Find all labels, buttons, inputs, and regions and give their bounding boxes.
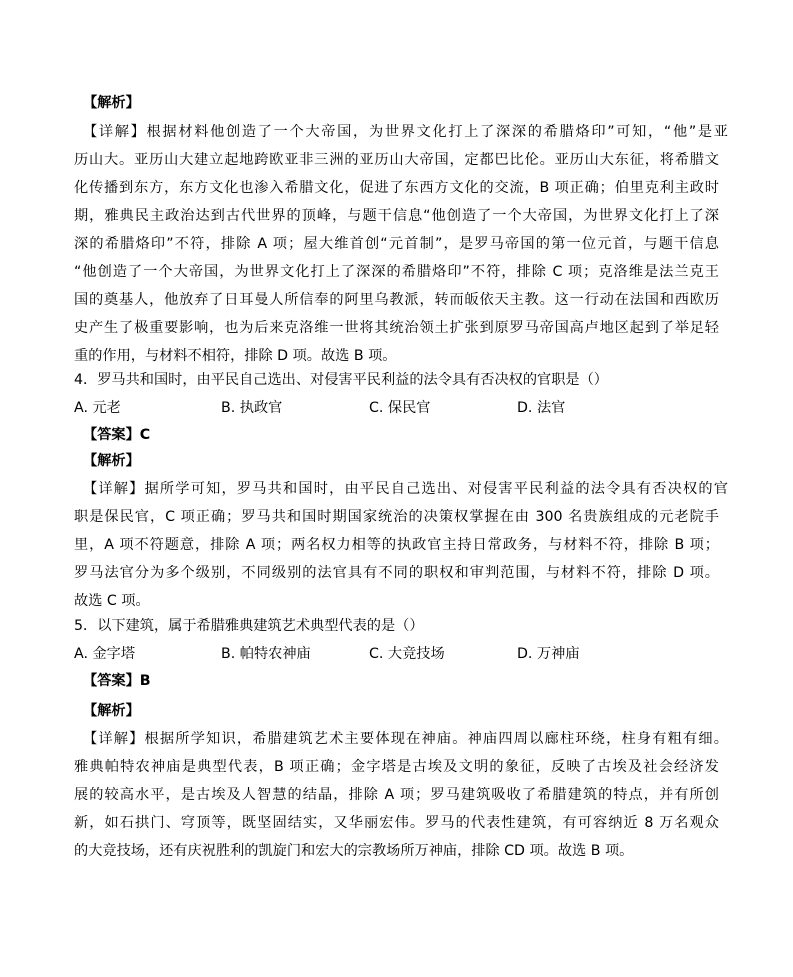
explanation-line: 【详解】根据材料他创造了一个大帝国，为世界文化打上了深深的希腊烙印”可知，“他”是亚 [83,124,728,140]
explanation-line: 罗马法官分为多个级别，不同级别的法官具有不同的职权和审判范围，与材料不符，排除 D 项。 [74,565,719,581]
question-4-stem: 4．罗马共和国时，由平民自己选出、对侵害平民利益的法令具有否决权的官职是（） [74,372,608,388]
analysis-heading: 【解析】 [83,453,140,469]
explanation-line: 雅典帕特农神庙是典型代表，B 项正确；金字塔是古埃及文明的象征，反映了古埃及社会经济发 [74,759,719,775]
explanation-line: 新，如石拱门、穹顶等，既坚固结实，又华丽宏伟。罗马的代表性建筑，有可容纳近 8 万名观众 [74,815,719,831]
option-b: B. 执政官 [221,400,283,416]
option-a: A. 元老 [74,400,121,416]
explanation-line: 深的希腊烙印”不符，排除 A 项；屋大维首创“元首制”，是罗马帝国的第一位元首，与题干信息 [74,236,719,252]
explanation-line: 的大竞技场，还有庆祝胜利的凯旋门和宏大的宗教场所万神庙，排除 CD 项。故选 B 项。 [74,843,634,859]
explanation-line: 【详解】根据所学知识，希腊建筑艺术主要体现在神庙。神庙四周以廊柱环绕，柱身有粗有细。 [83,731,728,747]
answer-heading: 【答案】C [83,427,151,443]
question-5-stem: 5．以下建筑，属于希腊雅典建筑艺术典型代表的是（） [74,618,424,634]
explanation-line: “他创造了一个大帝国，为世界文化打上了深深的希腊烙印”不符，排除 C 项；克洛维是法兰克王 [74,264,719,280]
explanation-line: 故选 C 项。 [74,593,150,609]
explanation-line: 重的作用，与材料不相符，排除 D 项。故选 B 项。 [74,348,397,364]
question-5-options [74,640,719,668]
option-c: C. 保民官 [369,400,431,416]
explanation-line: 国的奠基人，他放弃了日耳曼人所信奉的阿里乌教派，转而皈依天主教。这一行动在法国和西欧历 [74,292,719,308]
explanation-line: 展的较高水平，是古埃及人智慧的结晶，排除 A 项；罗马建筑吸收了希腊建筑的特点，并有所创 [74,787,719,803]
explanation-line: 史产生了极重要影响，也为后来克洛维一世将其统治领土扩张到原罗马帝国高卢地区起到了举足轻 [74,320,719,336]
option-b: B. 帕特农神庙 [221,646,311,662]
option-d: D. 万神庙 [517,646,580,662]
explanation-line: 期，雅典民主政治达到古代世界的顶峰，与题干信息“他创造了一个大帝国，为世界文化打上了深 [74,208,719,224]
option-d: D. 法官 [517,400,566,416]
explanation-line: 职是保民官，C 项正确；罗马共和国时期国家统治的决策权掌握在由 300 名贵族组成的元老院手 [74,509,719,525]
analysis-heading: 【解析】 [83,95,140,111]
option-c: C. 大竞技场 [369,646,445,662]
option-a: A. 金字塔 [74,646,136,662]
explanation-line: 化传播到东方，东方文化也渗入希腊文化，促进了东西方文化的交流，B 项正确；伯里克利主政时 [74,180,719,196]
answer-heading: 【答案】B [83,673,151,689]
explanation-line: 里，A 项不符题意，排除 A 项；两名权力相等的执政官主持日常政务，与材料不符，排除 B 项； [74,537,719,553]
explanation-line: 【详解】据所学可知，罗马共和国时，由平民自己选出、对侵害平民利益的法令具有否决权的官 [83,481,728,497]
explanation-line: 历山大。亚历山大建立起地跨欧亚非三洲的亚历山大帝国，定都巴比伦。亚历山大东征，将希腊文 [74,152,719,168]
question-4-options [74,394,719,422]
analysis-heading: 【解析】 [83,703,140,719]
